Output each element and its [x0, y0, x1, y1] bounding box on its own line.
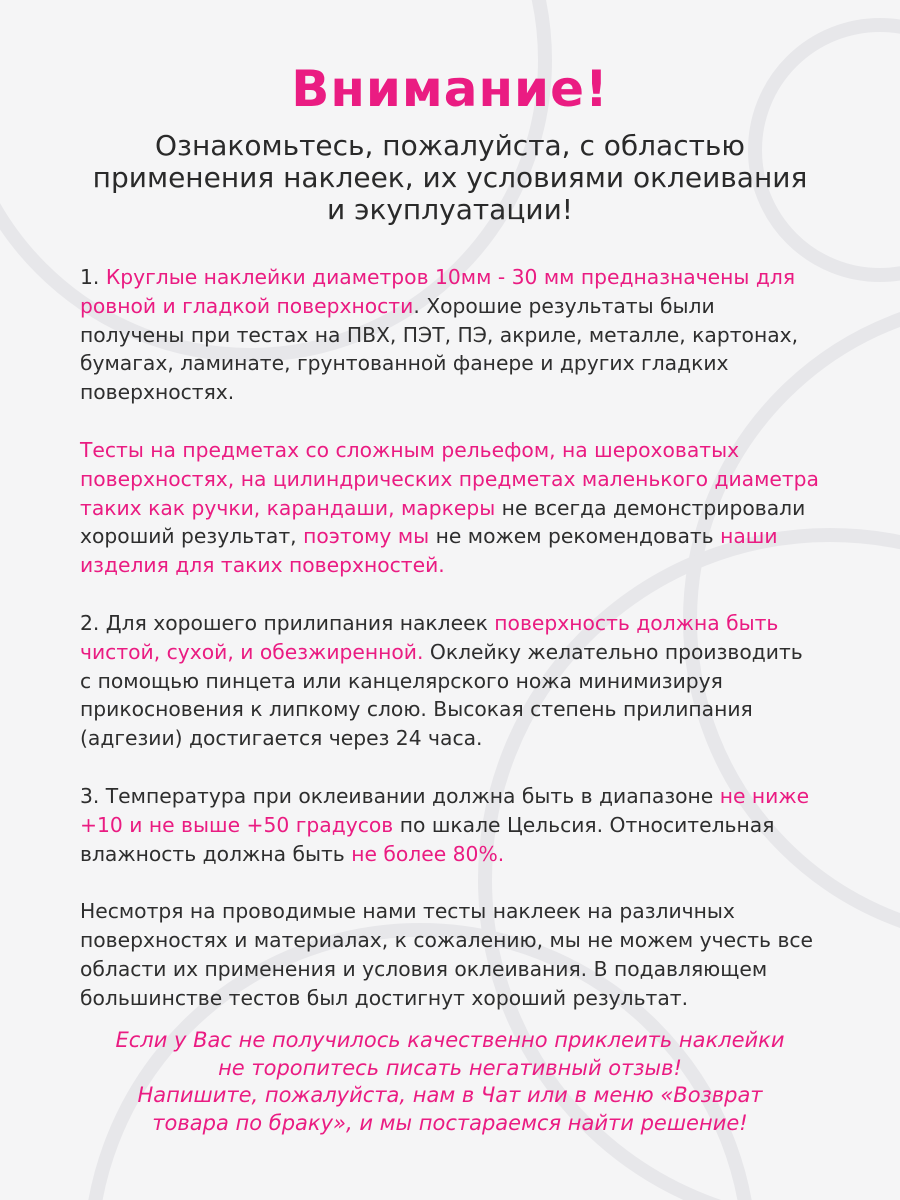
p4-highlight-b: не ниже +10 и не выше +50 градусов: [80, 783, 810, 837]
closing-line-3: Напишите, пожалуйста, нам в Чат или в меню «Возврат: [137, 1083, 763, 1107]
p2-text-b: не всегда демонстрировали хороший результат,: [80, 495, 806, 549]
paragraph-tests: [80, 436, 820, 580]
page-title: Внимание!: [291, 60, 609, 118]
p3-text-a: 2. Для хорошего прилипания наклеек: [80, 610, 495, 635]
p4-highlight-d: не более 80%.: [351, 841, 505, 866]
p3-text-c: Оклейку желательно производить с помощью пинцета или канцелярского ножа минимизируя прикосновения к липкому слою. Высокая степень прилипания (адгезии) достигается через 24 часа.: [80, 639, 803, 751]
p1-highlight: Круглые наклейки диаметров 10мм - 30 мм предназначены для ровной и гладкой поверхности: [80, 265, 796, 318]
p2-highlight-c: поэтому мы: [303, 524, 430, 549]
closing-line-4: товара по браку», и мы постараемся найти решение!: [152, 1110, 748, 1135]
paragraph-disclaimer: Несмотря на проводимые нами тесты наклеек на различных поверхностях и материалах, к сожалению, мы не можем учесть все области их применения и условия оклеивания. В подавляющем большинстве тестов был достигнут хороший результат.: [80, 899, 814, 1010]
p1-text-a: 1.: [80, 265, 106, 289]
p2-highlight-e: наши изделия для таких поверхностей.: [80, 524, 778, 578]
p1-text-c: . Хорошие результаты были получены при тестах на ПВХ, ПЭТ, ПЭ, акриле, металле, картонах, бумагах, ламинате, грунтованной фанере и других гладких поверхностях.: [80, 293, 799, 405]
p4-text-a: 3. Температура при оклеивании должна быть в диапазоне: [80, 783, 720, 808]
p3-highlight: поверхность должна быть чистой, сухой, и обезжиренной.: [80, 610, 779, 664]
paragraph-surface: [80, 263, 820, 407]
p4-text-c: по шкале Цельсия. Относительная влажность должна быть: [80, 812, 775, 866]
paragraph-temperature: [80, 782, 820, 868]
closing-message: [60, 1027, 840, 1137]
p2-highlight-a: Тесты на предметах со сложным рельефом, на шероховатых поверхностях, на цилиндрических предметах маленького диаметра таких как ручки, карандаши, маркеры: [80, 437, 819, 520]
paragraph-adhesion: [80, 609, 820, 753]
p2-text-d: не можем рекомендовать: [429, 524, 721, 549]
page-subtitle: Ознакомьтесь, пожалуйста, с областью применения наклеек, их условиями оклеивания и экуплуатации!: [92, 129, 808, 226]
closing-line-1: Если у Вас не получилось качественно приклеить наклейки: [115, 1028, 785, 1052]
notice-body: [80, 263, 820, 1042]
closing-line-2: не торопитесь писать негативный отзыв!: [218, 1055, 682, 1080]
